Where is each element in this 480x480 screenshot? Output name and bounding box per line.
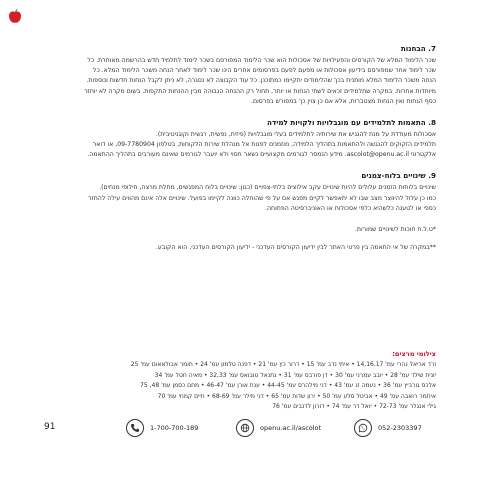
photo-credits-line: יונית שילד עמ' 28 • יובב עמרני עמ' 30 • דן פורבס עמ' 31 • נתנאל טובואס עמ' 32,33 • מאיה חטל עמ' 34: [154, 371, 436, 379]
phone-icon: [126, 419, 144, 437]
photo-credits-line: איתמר רואבה עמ' 49 • אביטל סלע עמ' 50 • ירון שדות עמ' 65 • דני מילר עמ' 68-69 • חיים קמחי עמ' 70: [157, 392, 436, 400]
section-body: [44, 183, 436, 213]
website-link[interactable]: [236, 418, 321, 438]
whatsapp-contact[interactable]: [354, 418, 422, 438]
photo-credits-line: אלכס גורביץ עמ' 36 • נעמה זנ עמ' 43 • דני מילהרס עמ' 44-45 • ענת אורן עמ' 46-47 • מחם כסמן עמ' 48, 75: [140, 382, 436, 389]
whatsapp-number: 052-2303397: [378, 424, 422, 432]
note-changes-reserved: *ט.ל.ח חוכות לשינויים שמורות.: [354, 225, 436, 233]
terms-content: [44, 44, 436, 261]
whatsapp-icon: [354, 419, 372, 437]
section-body: [44, 130, 436, 160]
section-line: שכר לימוד אחר שמפורסם בידיעון אסכולות או מפעם לפעם בפרסומים אחרים הינו שכר לימוד לאחר הנחה משכר הלימוד המלא. כל: [92, 67, 436, 75]
phone-contact[interactable]: [126, 418, 198, 438]
photo-credits-title: צילומי מרצים:: [392, 350, 436, 358]
page-footer: [44, 416, 444, 440]
phone-number: 1-700-700-189: [150, 424, 199, 432]
section-line: כסף הנחות ואין הנחות מצטברות, אלא אם כן צוין כך במפורש בפרסום.: [251, 97, 436, 105]
section-title: 8. התאמות לתלמידים עם מוגבלויות ולקויות למידה: [267, 117, 436, 127]
section-line: שכר הלימוד המלא של הקורסים והפעילויות של אסכולות הוא שכר הלימוד המפורסם בשכר לימוד לתלמיד חדש בהרשמה מאוחרת. כל: [87, 57, 436, 65]
website-url: openu.ac.il/ascolot: [260, 424, 322, 432]
section-line: הנחה משכר הלימוד המלא מותנית בכך שהלימודים יתקיימו כמתוכנן. כל עוד הקבוצה לא נסגרה, לא ניתן לקבל הנחות חדשות ונוספות.: [86, 77, 436, 85]
section-line: כספי או לטענה כלשהיא כלפי אסכולות או האוניברסיטה הפתוחה.: [265, 204, 436, 212]
section-schedule-changes: [44, 171, 436, 214]
section-title: 9. שינויים בלוח-צמנים: [361, 171, 436, 181]
photo-credits: [44, 350, 436, 413]
globe-icon: [236, 419, 254, 437]
section-line: תלמידים הזקוקים להנגשה ולהתאמות בתהליך הלמידה, מוזמנים לפנות אל מנהלת שירות הלקוחות, בטלפון 09-7780904, או דואר: [92, 141, 436, 148]
section-accessibility: [44, 118, 436, 161]
section-line: כמו כן עלול להיווצר מצב שבו לא יתאפשר לקיים מפגש אם על פי שהוחלה כוונה לקיימו בפועל. שינויים אלה אינם מהווים עילה להחזר: [88, 194, 436, 202]
section-line: אסכולות מעודדת על מנת להנגיש את שירותיה לתלמידים בעלי מוגבלויות (פיזית, נפשית, רגשית וקוגניטיבית).: [155, 130, 436, 138]
photo-credits-line: ורד אריאל נהרי עמ' 14,16,17 • איתי נדב עמ' 15 • דרור כץ עמ' 21 • דפנה טלמון עמ' 24 • תומר אבולאאום עמ' 25: [130, 361, 436, 368]
photo-credits-line: גילי אנגלר עמ' 72-73 • יואל דר עמ' 74 • דורון לדנבים עמ' 76: [272, 403, 436, 410]
section-discounts: [44, 44, 436, 107]
section-body: [44, 56, 436, 106]
apple-logo-icon: [8, 8, 22, 24]
note-site-discrepancy: **במקרה של אי התאמה בין פרטי האתר לבין ידיעון הקורסים העדכני - ידיעון הקורסים העדכני, הוא הקובע.: [155, 243, 436, 251]
section-line: מיוחדות אחרות. במקרה שתלמידים זכאים לשתי הנחות או יותר, תחול רק ההנחה הגבוהה מבין ההנחות התקפות. בשום מקרה לא יוחזר: [84, 87, 436, 95]
section-line: שינויים בלוחות הזמנים עלולים להיות שינויים עקב אילוצים בלתי-צפויים (כגון: שינויים בלוח המפגשים, מחלת מרצה, חילופי מנחים).: [99, 184, 436, 192]
section-title: 7. הבחנות: [400, 44, 436, 53]
section-line: אלקטרוני ascolot@openu.ac.il. מידע הנמסר לגורמים מקצועיים נשאר חסוי ולא יועבר לגורמים שאינם מעורבים בתהליך ההתאמה.: [87, 151, 436, 159]
page-number: 91: [44, 422, 56, 432]
